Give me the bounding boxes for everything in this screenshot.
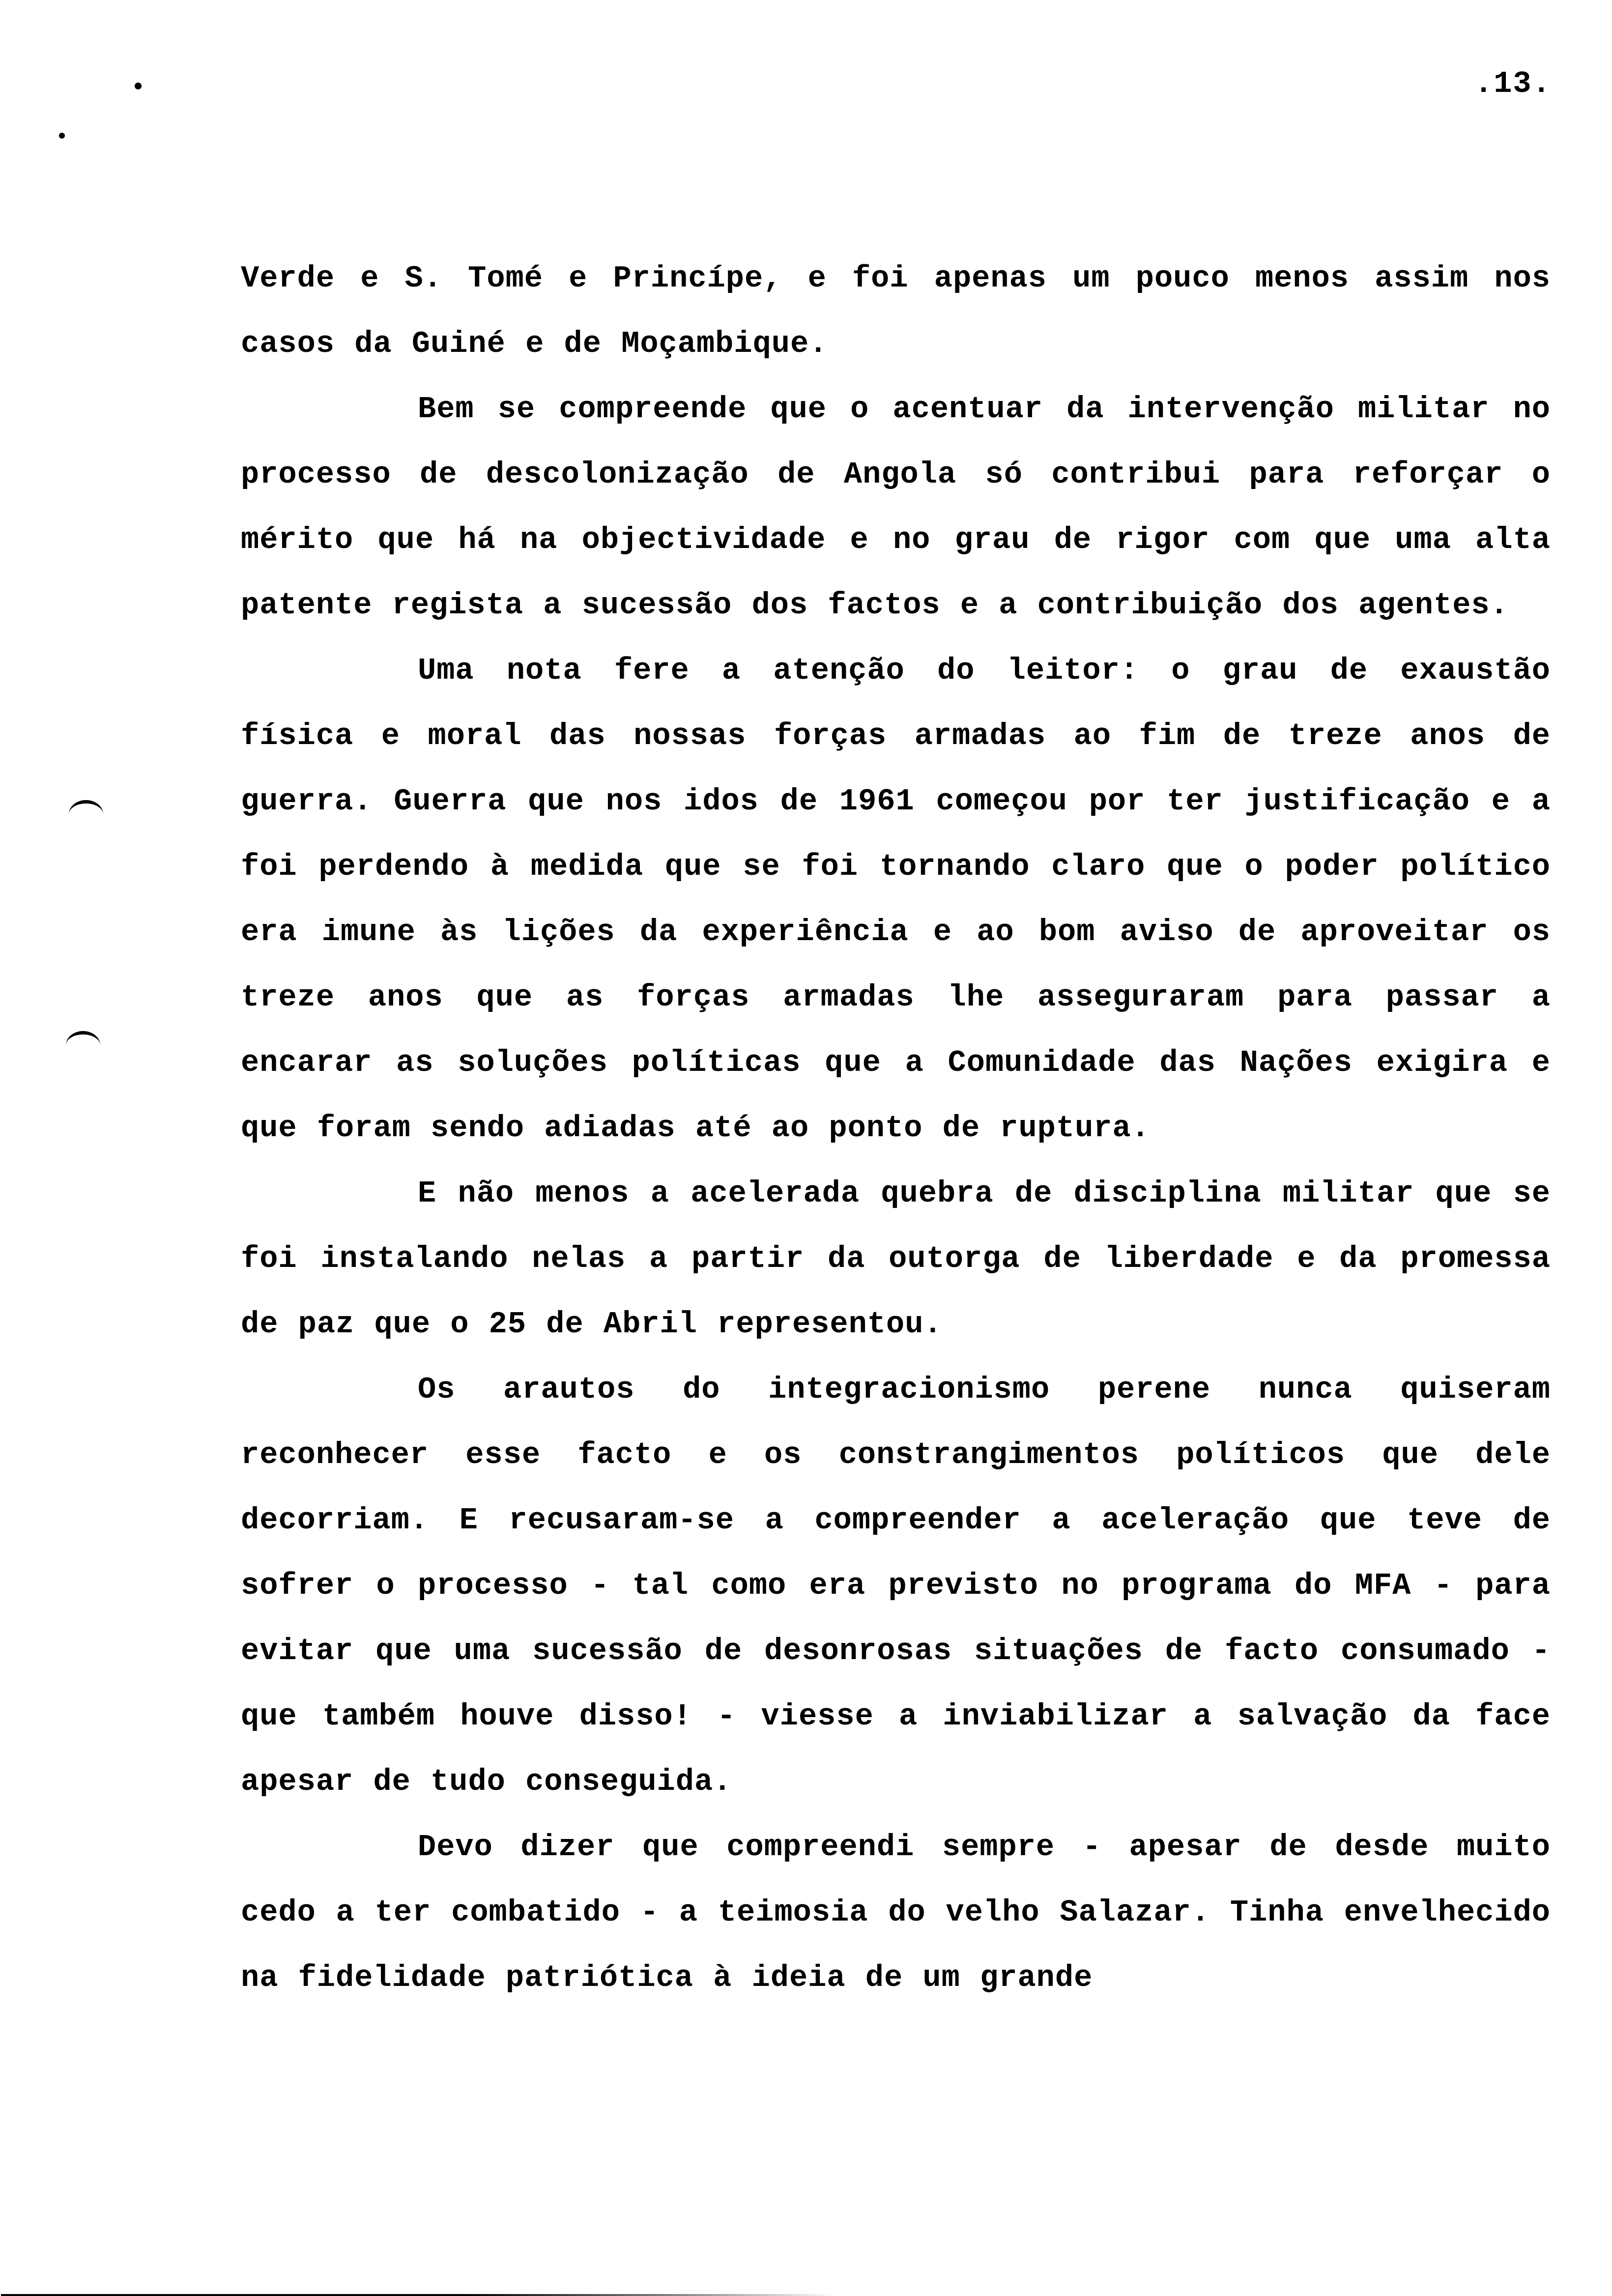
paragraph: Verde e S. Tomé e Princípe, e foi apenas um pouco menos assim nos casos da Guiné e de Moçambique. xyxy=(241,261,1551,361)
punch-hole-mark xyxy=(66,1031,100,1045)
paragraph: Bem se compreende que o acentuar da intervenção militar no processo de descolonização de Angola só contribui para reforçar o mérito que há na objectividade e no grau de rigor com que uma alta patente regista a sucessão dos factos e a contribuição dos agentes. xyxy=(241,392,1551,623)
paragraph: E não menos a acelerada quebra de disciplina militar que se foi instalando nelas a partir da outorga de liberdade e da promessa de paz que o 25 de Abril representou. xyxy=(241,1176,1551,1342)
document-body xyxy=(241,246,1551,2010)
scan-speck xyxy=(58,132,66,140)
scan-edge-line xyxy=(1,2294,836,2296)
paragraph: Uma nota fere a atenção do leitor: o grau de exaustão física e moral das nossas forças armadas ao fim de treze anos de guerra. Guerra que nos idos de 1961 começou por ter justificação e a foi perdendo à medida que se foi tornando claro que o poder político era imune às lições da experiência e ao bom aviso de aproveitar os treze anos que as forças armadas lhe asseguraram para passar a encarar as soluções políticas que a Comunidade das Nações exigira e que foram sendo adiadas até ao ponto de ruptura. xyxy=(241,653,1551,1146)
punch-hole-mark xyxy=(69,800,103,814)
paragraph: Os arautos do integracionismo perene nunca quiseram reconhecer esse facto e os constrangimentos políticos que dele decorriam. E recusaram-se a compreender a aceleração que teve de sofrer o processo - tal como era previsto no programa do MFA - para evitar que uma sucessão de desonrosas situações de facto consumado - que também houve disso! - viesse a inviabilizar a salvação da face apesar de tudo conseguida. xyxy=(241,1372,1551,1799)
page-number: .13. xyxy=(1474,66,1552,101)
scan-speck xyxy=(135,83,142,89)
paragraph: Devo dizer que compreendi sempre - apesar de desde muito cedo a ter combatido - a teimosia do velho Salazar. Tinha envelhecido na fidelidade patriótica à ideia de um grande xyxy=(241,1830,1551,1995)
